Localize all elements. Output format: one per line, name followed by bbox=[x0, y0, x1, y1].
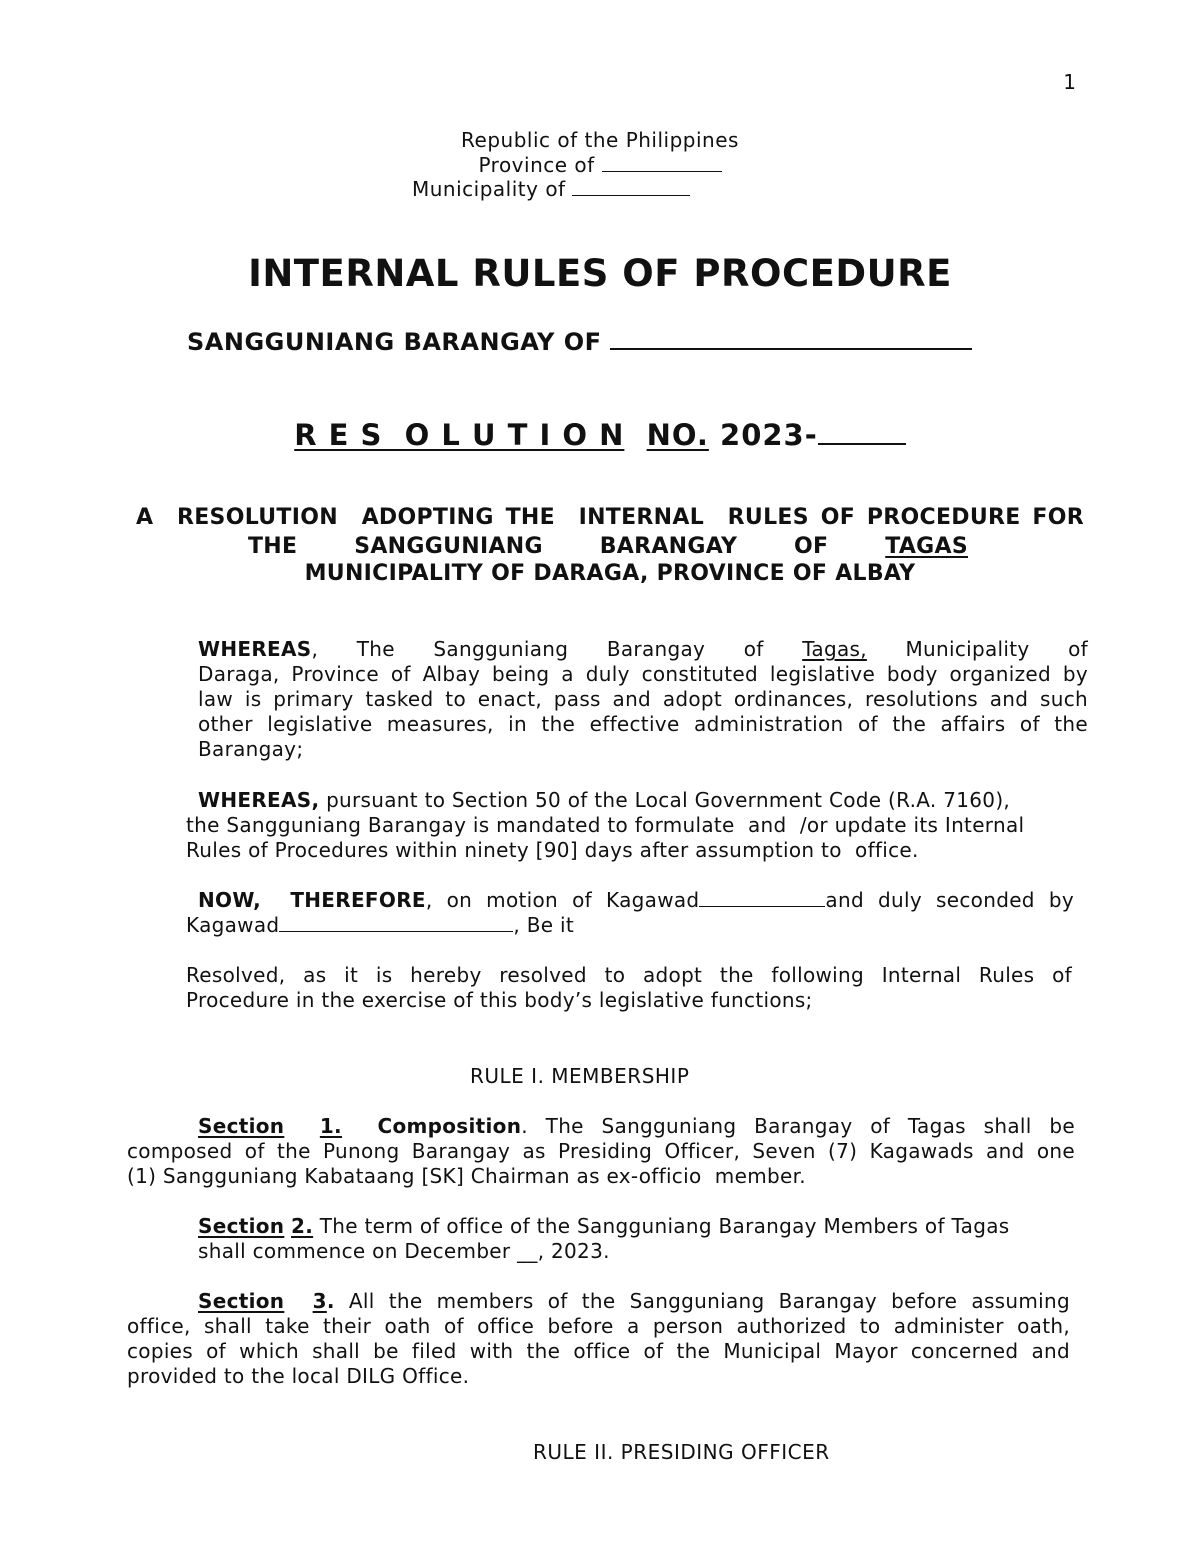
section1-line1 bbox=[127, 1114, 1075, 1139]
resolution-no-label: NO. bbox=[646, 418, 709, 452]
municipality-label: Municipality of bbox=[412, 177, 566, 201]
barangay-label: SANGGUNIANG BARANGAY OF bbox=[187, 328, 602, 356]
section1-title: Composition bbox=[377, 1114, 522, 1138]
section3-paragraph bbox=[127, 1289, 1070, 1389]
document-title: INTERNAL RULES OF PROCEDURE bbox=[248, 252, 952, 295]
kagawad-seconder-blank bbox=[279, 913, 513, 932]
caption-place: TAGAS bbox=[885, 534, 968, 559]
resolved-line1: Resolved, as it is hereby resolved to adopt the following Internal Rules of bbox=[186, 963, 1072, 987]
section2-paragraph bbox=[198, 1214, 1078, 1264]
section1-number: 1. bbox=[319, 1114, 342, 1138]
whereas-paragraph-1 bbox=[198, 637, 1088, 762]
now-therefore-text-a: , on motion of Kagawad bbox=[425, 888, 700, 912]
section3-line2: office, shall take their oath of office before a person authorized to administer oath, bbox=[127, 1314, 1070, 1338]
caption-word-the: THE bbox=[248, 534, 298, 559]
section1-label: Section bbox=[198, 1114, 285, 1138]
resolution-year: 2023- bbox=[720, 418, 818, 452]
province-label: Province of bbox=[478, 153, 595, 177]
now-therefore-line1 bbox=[186, 888, 1074, 913]
municipality-blank bbox=[572, 177, 690, 196]
section3-dot: . bbox=[326, 1289, 335, 1313]
section3-number: 3 bbox=[312, 1289, 327, 1313]
caption-word-of: OF bbox=[794, 534, 829, 559]
section2-number: 2. bbox=[291, 1214, 314, 1238]
now-therefore-paragraph bbox=[186, 888, 1074, 938]
rule1-heading: RULE I. MEMBERSHIP bbox=[470, 1064, 690, 1088]
now-therefore-text-b: and duly seconded by bbox=[825, 888, 1074, 912]
province-blank bbox=[602, 153, 722, 172]
header-municipality bbox=[412, 177, 690, 201]
rule2-heading: RULE II. PRESIDING OFFICER bbox=[533, 1440, 830, 1464]
now-therefore-keyword: NOW, THEREFORE bbox=[198, 888, 426, 912]
caption-word-sangguniang: SANGGUNIANG bbox=[354, 534, 543, 559]
barangay-blank bbox=[610, 326, 972, 350]
kagawad-mover-blank bbox=[699, 888, 825, 907]
whereas-paragraph-2 bbox=[186, 788, 1086, 863]
section2-line2: shall commence on December __, 2023. bbox=[198, 1239, 610, 1263]
barangay-heading bbox=[187, 326, 972, 356]
section3-line1 bbox=[127, 1289, 1070, 1314]
resolution-number bbox=[0, 418, 1200, 452]
section2-label: Section bbox=[198, 1214, 285, 1238]
whereas1-keyword: WHEREAS bbox=[198, 637, 312, 661]
whereas2-line1 bbox=[186, 788, 1086, 813]
resolved-paragraph bbox=[186, 963, 1072, 1013]
whereas1-place: Tagas, bbox=[802, 637, 867, 661]
section1-paragraph bbox=[127, 1114, 1075, 1189]
whereas2-line3: Rules of Procedures within ninety [90] days after assumption to office. bbox=[186, 838, 919, 862]
header-republic: Republic of the Philippines bbox=[461, 128, 739, 152]
caption-line2 bbox=[248, 534, 968, 559]
whereas2-text: pursuant to Section 50 of the Local Government Code (R.A. 7160), bbox=[319, 788, 1011, 812]
now-therefore-line2 bbox=[186, 913, 1074, 938]
caption-line3: MUNICIPALITY OF DARAGA, PROVINCE OF ALBAY bbox=[304, 561, 916, 586]
whereas2-keyword: WHEREAS, bbox=[198, 788, 320, 812]
whereas1-line2: Daraga, Province of Albay being a duly constituted legislative body organized by bbox=[198, 662, 1088, 686]
section2-text: The term of office of the Sangguniang Barangay Members of Tagas bbox=[313, 1214, 1010, 1238]
whereas2-line2: the Sangguniang Barangay is mandated to formulate and /or update its Internal bbox=[186, 813, 1025, 837]
resolution-blank bbox=[818, 419, 906, 445]
whereas1-line1 bbox=[198, 637, 1088, 662]
section3-line4: provided to the local DILG Office. bbox=[127, 1364, 470, 1388]
section1-line3: (1) Sangguniang Kabataang [SK] Chairman as ex-officio member. bbox=[127, 1164, 806, 1188]
resolution-word: R E S O L U T I O N bbox=[294, 418, 625, 452]
whereas1-line3: law is primary tasked to enact, pass and adopt ordinances, resolutions and such bbox=[198, 687, 1088, 711]
be-it-text: , Be it bbox=[513, 913, 574, 937]
whereas1-text-b: Municipality of bbox=[905, 637, 1088, 661]
whereas1-text-a: , The Sangguniang Barangay of bbox=[311, 637, 764, 661]
section3-label: Section bbox=[198, 1289, 285, 1313]
resolved-line2: Procedure in the exercise of this body’s legislative functions; bbox=[186, 988, 813, 1012]
section3-line3: copies of which shall be filed with the office of the Municipal Mayor concerned and bbox=[127, 1339, 1070, 1363]
section2-line1 bbox=[198, 1214, 1078, 1239]
page-number: 1 bbox=[1063, 70, 1076, 94]
whereas1-line4: other legislative measures, in the effective administration of the affairs of the bbox=[198, 712, 1088, 736]
whereas1-line5: Barangay; bbox=[198, 737, 304, 761]
resolution-caption bbox=[136, 505, 1084, 586]
section3-text: All the members of the Sangguniang Barangay before assuming bbox=[334, 1289, 1070, 1313]
section1-line2: composed of the Punong Barangay as Presiding Officer, Seven (7) Kagawads and one bbox=[127, 1139, 1075, 1163]
kagawad-label: Kagawad bbox=[186, 913, 280, 937]
caption-line1: A RESOLUTION ADOPTING THE INTERNAL RULES OF PROCEDURE FOR bbox=[136, 505, 1084, 530]
caption-word-barangay: BARANGAY bbox=[599, 534, 738, 559]
section1-text: . The Sangguniang Barangay of Tagas shall be bbox=[521, 1114, 1075, 1138]
header-province bbox=[0, 153, 1200, 177]
